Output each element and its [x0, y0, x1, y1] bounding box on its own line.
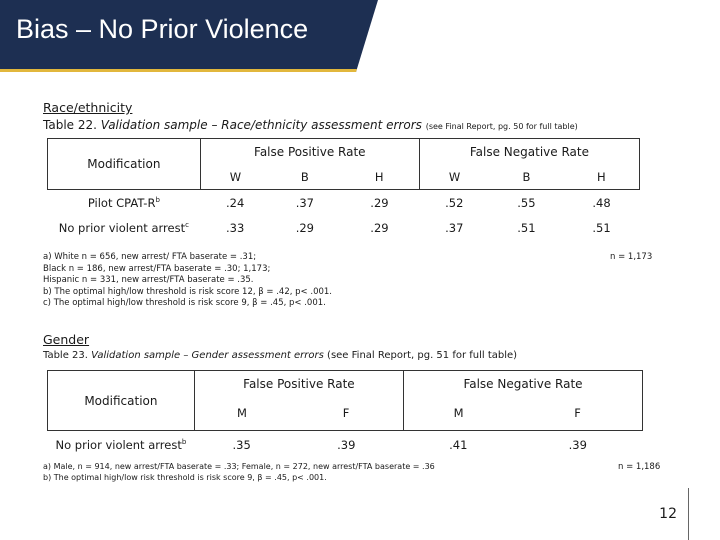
table22-label: Table 22.: [43, 118, 97, 132]
table-row: [48, 431, 643, 460]
table-cell: .24: [226, 195, 245, 210]
col-header-f: F: [513, 396, 642, 431]
col-header-h: H: [564, 164, 640, 190]
table22-n-total: n = 1,173: [610, 252, 653, 262]
col-header-f: F: [289, 396, 404, 431]
col-header-m: M: [194, 396, 289, 431]
row-label: Pilot CPAT-$R^b$: [87, 195, 160, 210]
table23-n-total: n = 1,186: [618, 462, 661, 472]
col-header-w: W: [200, 164, 270, 190]
table-cell: .29: [295, 220, 314, 235]
table-cell: .33: [226, 220, 245, 235]
table-row: [48, 215, 640, 240]
gender-heading: Gender: [43, 332, 90, 347]
page-number: 12: [659, 506, 677, 522]
table23-caption: [43, 350, 517, 361]
race-heading: Race/ethnicity: [43, 100, 133, 115]
table23-title: Validation sample – Gender assessment errors: [91, 350, 324, 361]
table-cell: .29: [370, 195, 389, 210]
group-header-fnr: False Negative Rate: [419, 139, 639, 165]
table-cell: .29: [370, 220, 389, 235]
table22-notes: [43, 252, 332, 310]
table-cell: .39: [568, 438, 587, 452]
table-cell: .48: [592, 195, 611, 210]
table22: [47, 138, 640, 240]
title-bar: [0, 0, 380, 72]
table-cell: .55: [517, 195, 536, 210]
slide-title: Bias – No Prior Violence: [16, 14, 309, 44]
table23: [47, 370, 643, 459]
note-line: a) Male, n = 914, new arrest/FTA baserate = .33; Female, n = 272, new arrest/FTA baserate = .36: [43, 462, 435, 471]
row-label: No prior violent arrest$^b$: [55, 438, 187, 452]
table23-label: Table 23.: [43, 350, 88, 361]
group-header-fpr: False Positive Rate: [194, 371, 403, 397]
col-header-m: M: [404, 396, 514, 431]
table22-caption: [43, 118, 578, 132]
note-line: Black n = 186, new arrest/FTA baserate = .30; 1,173;: [43, 263, 271, 274]
note-line: Hispanic n = 331, new arrest/FTA baserate = .35.: [43, 275, 254, 285]
table-cell: .41: [449, 438, 468, 452]
table-cell: .35: [232, 438, 251, 452]
table-cell: .37: [445, 220, 464, 235]
table23-reference: (see Final Report, pg. 51 for full table): [327, 350, 518, 361]
modification-header: Modification: [48, 139, 201, 190]
table-cell: .51: [517, 220, 536, 235]
table-cell: .52: [445, 195, 464, 210]
table22-title: Validation sample – Race/ethnicity assessment errors: [100, 118, 422, 132]
frame-divider: [688, 488, 689, 540]
note-line: b) The optimal high/low threshold is risk score 12, β = .42, p< .001.: [43, 286, 332, 297]
modification-header: Modification: [48, 371, 195, 431]
note-line: c) The optimal high/low threshold is risk score 9, β = .45, p< .001.: [43, 298, 326, 308]
table-cell: .37: [295, 195, 314, 210]
table23-notes: [43, 462, 435, 483]
group-header-fpr: False Positive Rate: [200, 139, 419, 165]
note-line: a) White n = 656, new arrest/ FTA baserate = .31;: [43, 252, 257, 262]
table-row: [48, 190, 640, 216]
table-cell: .51: [592, 220, 611, 235]
table-cell: .39: [337, 438, 356, 452]
row-label: No prior violent arrest$^c$: [58, 220, 189, 235]
note-line: b) The optimal high/low risk threshold is risk score 9, β = .45, p< .001.: [43, 472, 327, 482]
col-header-w: W: [419, 164, 489, 190]
col-header-h: H: [340, 164, 420, 190]
group-header-fnr: False Negative Rate: [404, 371, 643, 397]
col-header-b: B: [270, 164, 339, 190]
col-header-b: B: [489, 164, 563, 190]
table22-reference: (see Final Report, pg. 50 for full table): [425, 122, 578, 131]
